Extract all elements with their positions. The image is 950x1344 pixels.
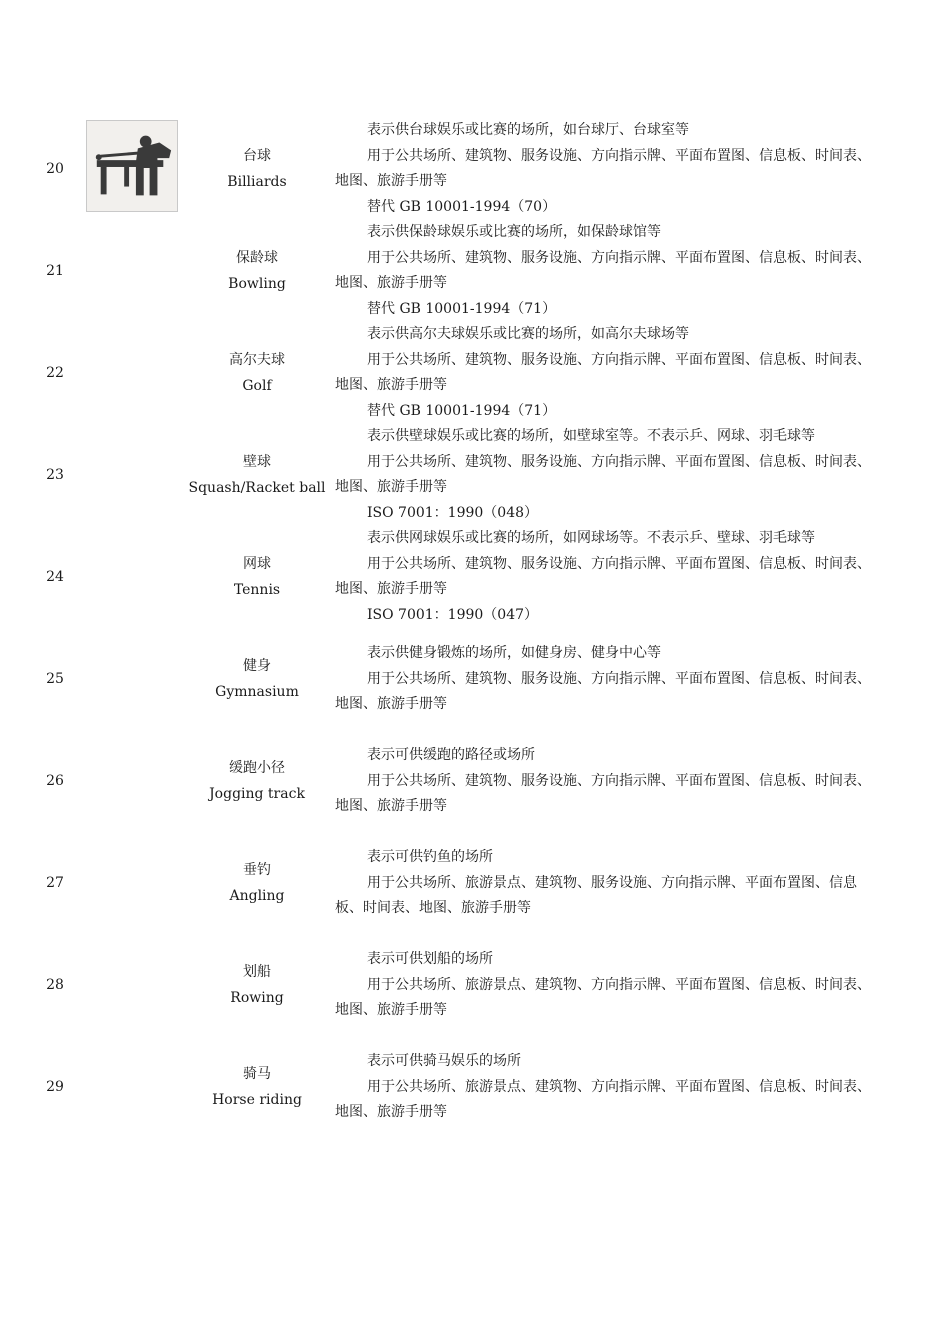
sign-name-en: Bowling — [228, 276, 286, 292]
sign-description — [335, 743, 925, 820]
sign-name — [188, 143, 326, 195]
desc-line: 用于公共场所、建筑物、服务设施、方向指示牌、平面布置图、信息板、时间表、 — [367, 147, 871, 164]
sign-name-en: Jogging track — [209, 786, 305, 802]
sign-description — [335, 424, 925, 526]
row-number: 22 — [46, 365, 64, 381]
sign-name-zh: 垂钓 — [243, 862, 271, 878]
billiards-icon — [86, 120, 178, 212]
desc-line: 用于公共场所、旅游景点、建筑物、方向指示牌、平面布置图、信息板、时间表、 — [367, 1078, 871, 1095]
row-number: 27 — [46, 875, 64, 891]
desc-line: 表示可供缓跑的路径或场所 — [367, 747, 535, 763]
sign-name — [188, 347, 326, 399]
sign-name-en: Tennis — [233, 582, 281, 598]
row-number: 29 — [46, 1079, 64, 1095]
desc-line: 地图、旅游手册等 — [335, 1002, 447, 1018]
desc-line: 用于公共场所、旅游景点、建筑物、方向指示牌、平面布置图、信息板、时间表、 — [367, 976, 871, 993]
sign-description — [335, 1049, 925, 1126]
desc-line: 用于公共场所、建筑物、服务设施、方向指示牌、平面布置图、信息板、时间表、 — [367, 249, 871, 266]
desc-line: 地图、旅游手册等 — [335, 173, 447, 189]
desc-line: 用于公共场所、建筑物、服务设施、方向指示牌、平面布置图、信息板、时间表、 — [367, 453, 871, 470]
desc-line: 地图、旅游手册等 — [335, 275, 447, 291]
sign-name-zh: 骑马 — [243, 1066, 271, 1082]
sign-name — [188, 1061, 326, 1113]
desc-line: 用于公共场所、建筑物、服务设施、方向指示牌、平面布置图、信息板、时间表、 — [367, 670, 871, 687]
sign-name-zh: 划船 — [243, 964, 271, 980]
desc-line: 表示供保龄球娱乐或比赛的场所，如保龄球馆等 — [367, 224, 661, 240]
sign-name — [188, 857, 326, 909]
sign-name-zh: 保龄球 — [236, 250, 278, 266]
row-number: 28 — [46, 977, 64, 993]
desc-line: 用于公共场所、旅游景点、建筑物、服务设施、方向指示牌、平面布置图、信息 — [367, 874, 857, 891]
sign-description — [335, 947, 925, 1024]
sign-description — [335, 845, 925, 922]
row-number: 21 — [46, 263, 64, 279]
sign-name — [188, 959, 326, 1011]
sign-name-en: Horse riding — [212, 1092, 302, 1108]
sign-description — [335, 118, 925, 220]
sign-description — [335, 641, 925, 718]
sign-name — [188, 245, 326, 297]
desc-line: 表示供壁球娱乐或比赛的场所，如壁球室等。不表示乒、网球、羽毛球等 — [367, 428, 815, 444]
desc-line: 地图、旅游手册等 — [335, 581, 447, 597]
desc-line: 地图、旅游手册等 — [335, 696, 447, 712]
desc-line: 替代 GB 10001-1994（71） — [367, 300, 557, 317]
desc-line: 表示供高尔夫球娱乐或比赛的场所，如高尔夫球场等 — [367, 326, 689, 342]
desc-line: 地图、旅游手册等 — [335, 479, 447, 495]
sign-name — [188, 755, 326, 807]
desc-line: 表示供台球娱乐或比赛的场所，如台球厅、台球室等 — [367, 122, 689, 138]
sign-description — [335, 526, 925, 628]
sign-name-en: Gymnasium — [215, 684, 299, 700]
sign-name-en: Angling — [229, 888, 285, 904]
desc-line: ISO 7001：1990（047） — [367, 606, 539, 623]
sign-name-en: Billiards — [227, 174, 287, 190]
row-number: 26 — [46, 773, 64, 789]
row-number: 24 — [46, 569, 64, 585]
desc-line: 用于公共场所、建筑物、服务设施、方向指示牌、平面布置图、信息板、时间表、 — [367, 351, 871, 368]
desc-line: 表示可供划船的场所 — [367, 951, 493, 967]
sign-name-en: Golf — [242, 378, 272, 394]
desc-line: 地图、旅游手册等 — [335, 798, 447, 814]
sign-name-zh: 台球 — [243, 148, 271, 164]
row-number: 23 — [46, 467, 64, 483]
sign-name-zh: 缓跑小径 — [229, 760, 285, 776]
desc-line: 替代 GB 10001-1994（71） — [367, 402, 557, 419]
sign-name — [188, 551, 326, 603]
desc-line: 用于公共场所、建筑物、服务设施、方向指示牌、平面布置图、信息板、时间表、 — [367, 772, 871, 789]
desc-line: 替代 GB 10001-1994（70） — [367, 198, 557, 215]
desc-line: 表示可供钓鱼的场所 — [367, 849, 493, 865]
sign-description — [335, 220, 925, 322]
sign-name-zh: 健身 — [243, 658, 271, 674]
desc-line: 表示可供骑马娱乐的场所 — [367, 1053, 521, 1069]
desc-line: 地图、旅游手册等 — [335, 1104, 447, 1120]
sign-name-zh: 网球 — [243, 556, 271, 572]
sign-name-zh: 高尔夫球 — [229, 352, 285, 368]
desc-line: 地图、旅游手册等 — [335, 377, 447, 393]
sign-name-en: Squash/Racket ball — [188, 480, 326, 496]
sign-name-en: Rowing — [230, 990, 284, 1006]
desc-line: 表示供网球娱乐或比赛的场所，如网球场等。不表示乒、壁球、羽毛球等 — [367, 530, 815, 546]
row-number: 25 — [46, 671, 64, 687]
sign-name-zh: 壁球 — [243, 454, 271, 470]
desc-line: 板、时间表、地图、旅游手册等 — [335, 900, 531, 916]
sign-description — [335, 322, 925, 424]
row-number: 20 — [46, 161, 64, 177]
desc-line: 表示供健身锻炼的场所，如健身房、健身中心等 — [367, 645, 661, 661]
desc-line: 用于公共场所、建筑物、服务设施、方向指示牌、平面布置图、信息板、时间表、 — [367, 555, 871, 572]
sign-name — [188, 449, 326, 501]
sign-name — [188, 653, 326, 705]
desc-line: ISO 7001：1990（048） — [367, 504, 539, 521]
